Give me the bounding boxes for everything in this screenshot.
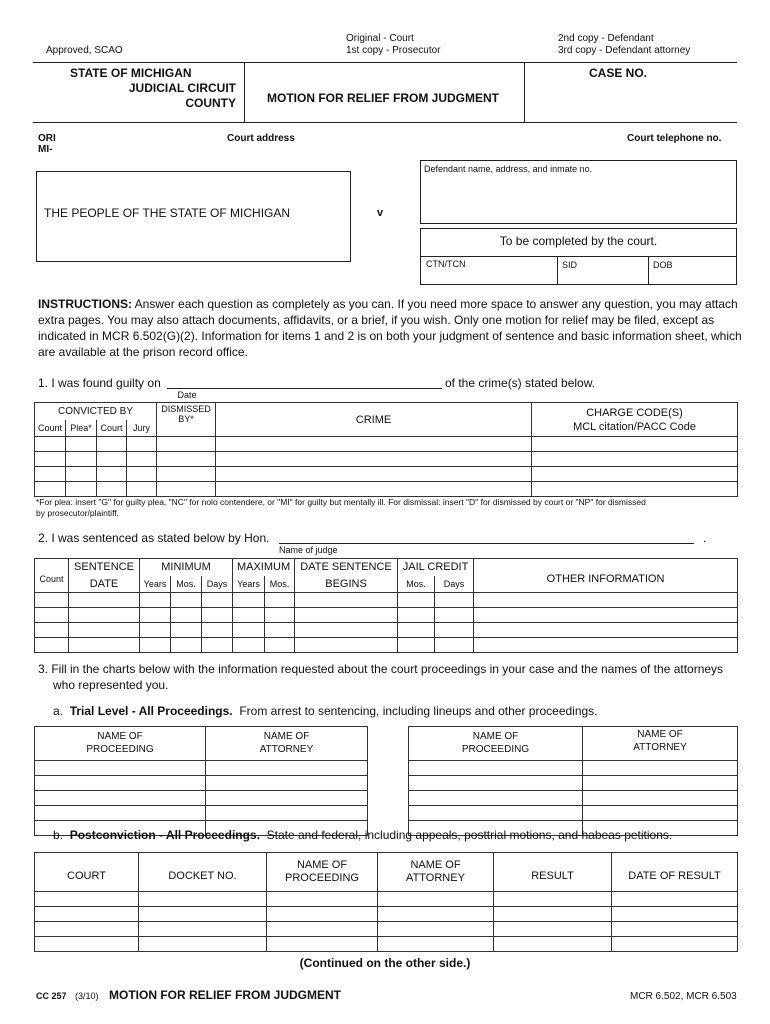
- cell[interactable]: [398, 638, 435, 653]
- guilty-date-line[interactable]: [167, 388, 442, 389]
- cell[interactable]: [583, 791, 738, 806]
- jury-header: Jury: [127, 420, 157, 437]
- cell[interactable]: [378, 892, 494, 907]
- court-cell[interactable]: [97, 482, 127, 497]
- item1-suffix: of the crime(s) stated below.: [445, 376, 596, 390]
- cell[interactable]: [140, 638, 171, 653]
- cell[interactable]: [612, 937, 738, 952]
- instructions-line-4: are available at the prison record office.: [38, 345, 248, 359]
- cell[interactable]: [583, 776, 738, 791]
- cell[interactable]: [233, 593, 265, 608]
- cell[interactable]: [378, 907, 494, 922]
- cell[interactable]: [267, 907, 378, 922]
- cell[interactable]: [35, 937, 139, 952]
- county: COUNTY: [185, 96, 236, 110]
- cell[interactable]: [69, 608, 140, 623]
- cell[interactable]: [35, 638, 69, 653]
- cell[interactable]: [265, 593, 295, 608]
- sentence-count-header: Count: [35, 559, 69, 593]
- trial-left-attorney-header: [206, 727, 368, 761]
- charge-code-cell[interactable]: [532, 467, 738, 482]
- sentence-row[interactable]: [35, 593, 738, 608]
- name-of-label: NAME OF: [637, 729, 683, 740]
- ctn-sid-divider: [557, 256, 558, 285]
- cell[interactable]: [206, 791, 368, 806]
- court-use-label: To be completed by the court.: [499, 234, 658, 248]
- cell[interactable]: [398, 623, 435, 638]
- trial-left-row[interactable]: [35, 791, 368, 806]
- sentence-row[interactable]: [35, 638, 738, 653]
- header-top-rule: [33, 62, 737, 63]
- cell[interactable]: [612, 892, 738, 907]
- cell[interactable]: [202, 608, 233, 623]
- sentence-header-row-1: [35, 559, 738, 576]
- copy-original: Original - Court: [346, 33, 414, 44]
- docket-header: DOCKET NO.: [139, 853, 267, 892]
- cell[interactable]: [435, 608, 474, 623]
- cell[interactable]: [69, 623, 140, 638]
- copy-third: 3rd copy - Defendant attorney: [558, 45, 691, 56]
- cell[interactable]: [171, 638, 202, 653]
- date-of-result-header: DATE OF RESULT: [612, 853, 738, 892]
- court-address-label: Court address: [227, 133, 295, 144]
- cell[interactable]: [139, 937, 267, 952]
- attorney-label: ATTORNEY: [633, 742, 687, 753]
- plea-cell[interactable]: [66, 437, 97, 452]
- trial-level-bold: Trial Level - All Proceedings.: [69, 704, 233, 718]
- name-of-label: NAME OF: [263, 731, 310, 742]
- count-cell[interactable]: [35, 482, 66, 497]
- count-cell[interactable]: [35, 437, 66, 452]
- dismissed-cell[interactable]: [157, 482, 216, 497]
- jury-cell[interactable]: [127, 437, 157, 452]
- crimes-table: [34, 402, 738, 497]
- cell[interactable]: [409, 806, 583, 821]
- trial-level-text: From arrest to sentencing, including lineups and other proceedings.: [239, 704, 598, 718]
- postconviction-bold: Postconviction - All Proceedings.: [69, 828, 260, 842]
- header-divider-left: [244, 62, 245, 122]
- cell[interactable]: [474, 608, 738, 623]
- cell[interactable]: [171, 593, 202, 608]
- dismissed-cell[interactable]: [157, 452, 216, 467]
- postconviction-row[interactable]: [35, 937, 738, 952]
- minimum-header: MINIMUM: [140, 559, 233, 576]
- charge-code-cell[interactable]: [532, 482, 738, 497]
- court-use-divider: [420, 256, 737, 257]
- judicial-circuit: JUDICIAL CIRCUIT: [128, 81, 236, 95]
- sentence-table: [34, 558, 738, 653]
- cell[interactable]: [409, 776, 583, 791]
- cell[interactable]: [206, 761, 368, 776]
- trial-left-row[interactable]: [35, 806, 368, 821]
- cell[interactable]: [171, 623, 202, 638]
- cell[interactable]: [206, 806, 368, 821]
- court-telephone-label: Court telephone no.: [627, 133, 722, 144]
- cell[interactable]: [171, 608, 202, 623]
- trial-left-row[interactable]: [35, 761, 368, 776]
- attorney-header: [378, 853, 494, 892]
- jail-days-header: Days: [435, 576, 474, 593]
- cell[interactable]: [35, 776, 206, 791]
- continued-note: (Continued on the other side.): [299, 956, 471, 970]
- cell[interactable]: [378, 937, 494, 952]
- cell[interactable]: [265, 608, 295, 623]
- cell[interactable]: [435, 593, 474, 608]
- instructions-line-1: [38, 297, 738, 311]
- cell[interactable]: [398, 593, 435, 608]
- cell[interactable]: [378, 922, 494, 937]
- court-header: COURT: [35, 853, 139, 892]
- cell[interactable]: [35, 623, 69, 638]
- form-number: CC 257: [36, 991, 67, 1001]
- item3-line-2: who represented you.: [53, 678, 169, 692]
- dob-label: DOB: [653, 260, 673, 270]
- cell[interactable]: [35, 593, 69, 608]
- crimes-header-row-1: [35, 403, 738, 420]
- cell[interactable]: [295, 623, 398, 638]
- cell[interactable]: [69, 593, 140, 608]
- cell[interactable]: [265, 623, 295, 638]
- trial-right-attorney-header: [583, 727, 738, 761]
- date-caption: Date: [177, 390, 197, 400]
- cell[interactable]: [35, 761, 206, 776]
- charge-code-cell[interactable]: [532, 437, 738, 452]
- judge-caption: Name of judge: [279, 545, 338, 555]
- name-of-label: NAME OF: [410, 859, 461, 871]
- cell[interactable]: [494, 907, 612, 922]
- min-years-header: Years: [140, 576, 171, 593]
- cell[interactable]: [265, 638, 295, 653]
- dismissed-cell[interactable]: [157, 437, 216, 452]
- cell[interactable]: [583, 761, 738, 776]
- cell[interactable]: [612, 922, 738, 937]
- ctn-label: CTN/TCN: [426, 259, 466, 269]
- header-divider-right: [524, 62, 525, 122]
- proceeding-label: PROCEEDING: [86, 744, 154, 755]
- begins-header: BEGINS: [295, 576, 398, 593]
- postconviction-row[interactable]: [35, 907, 738, 922]
- plea-cell[interactable]: [66, 482, 97, 497]
- instructions-text-1: Answer each question as completely as you can. If you need more space to answer any question, you may attach: [134, 297, 738, 311]
- sentence-row[interactable]: [35, 623, 738, 638]
- cell[interactable]: [435, 623, 474, 638]
- crime-row[interactable]: [35, 482, 738, 497]
- trial-right-header-row: [409, 727, 738, 761]
- trial-right-row[interactable]: [409, 791, 738, 806]
- postconviction-text: State and federal, including appeals, posttrial motions, and habeas petitions.: [266, 828, 673, 842]
- approved-scao: Approved, SCAO: [46, 45, 123, 56]
- cell[interactable]: [409, 791, 583, 806]
- defendant-label: Defendant name, address, and inmate no.: [424, 164, 593, 174]
- instructions-line-3: indicated in MCR 6.502(G)(2). Information for items 1 and 2 is on both your judgment of sentence and basic information sheet, which: [38, 329, 742, 343]
- trial-right-row[interactable]: [409, 806, 738, 821]
- sentence-date-header: DATE: [69, 576, 140, 593]
- result-header: RESULT: [494, 853, 612, 892]
- jury-cell[interactable]: [127, 452, 157, 467]
- name-of-label: NAME OF: [296, 859, 348, 871]
- plea-cell[interactable]: [66, 452, 97, 467]
- crime-row[interactable]: [35, 452, 738, 467]
- cell[interactable]: [35, 608, 69, 623]
- plea-header: Plea*: [66, 420, 97, 437]
- mcl-label: MCL citation/PACC Code: [573, 420, 696, 433]
- trial-right-row[interactable]: [409, 776, 738, 791]
- cell[interactable]: [35, 892, 139, 907]
- crime-row[interactable]: [35, 467, 738, 482]
- cell[interactable]: [494, 892, 612, 907]
- cell[interactable]: [140, 608, 171, 623]
- copy-second: 2nd copy - Defendant: [558, 33, 654, 44]
- instructions-line-2: extra pages. You may also attach documents, affidavits, or a brief, if you wish. Only one motion for relief may be filed, except as: [38, 313, 715, 327]
- dismissed-cell[interactable]: [157, 467, 216, 482]
- cell[interactable]: [140, 623, 171, 638]
- form-title: MOTION FOR RELIEF FROM JUDGMENT: [267, 91, 499, 105]
- max-years-header: Years: [233, 576, 265, 593]
- trial-right-proceeding-header: [409, 727, 583, 761]
- crime-cell[interactable]: [216, 467, 532, 482]
- people-label: THE PEOPLE OF THE STATE OF MICHIGAN: [44, 206, 291, 220]
- plea-cell[interactable]: [66, 467, 97, 482]
- postconviction-row[interactable]: [35, 922, 738, 937]
- postconviction-header-row: [35, 853, 738, 892]
- crime-cell[interactable]: [216, 482, 532, 497]
- cell[interactable]: [435, 638, 474, 653]
- cell[interactable]: [233, 638, 265, 653]
- cell[interactable]: [35, 791, 206, 806]
- trial-table-right: [408, 726, 738, 836]
- court-rules: MCR 6.502, MCR 6.503: [630, 991, 737, 1002]
- cell[interactable]: [474, 593, 738, 608]
- item2-period: .: [703, 531, 707, 545]
- trial-left-proceeding-header: [35, 727, 206, 761]
- trial-left-header-row: [35, 727, 368, 761]
- crime-cell[interactable]: [216, 452, 532, 467]
- cell[interactable]: [139, 892, 267, 907]
- item3-line-1: 3. Fill in the charts below with the information requested about the court proceedings in your case and the names of the attorneys: [38, 662, 724, 676]
- court-cell[interactable]: [97, 452, 127, 467]
- crime-row[interactable]: [35, 437, 738, 452]
- plea-footnote-1: *For plea: insert "G" for guilty plea, "NC" for nolo contendere, or "MI" for guilty but mentally ill. For dismissal: insert "D" for dismissed by court or "NP" for dismissed: [36, 497, 646, 507]
- cell[interactable]: [202, 593, 233, 608]
- date-sentence-header: DATE SENTENCE: [295, 559, 398, 576]
- cell[interactable]: [35, 907, 139, 922]
- cell[interactable]: [494, 922, 612, 937]
- min-days-header: Days: [202, 576, 233, 593]
- other-info-header: OTHER INFORMATION: [474, 559, 738, 593]
- cell[interactable]: [474, 638, 738, 653]
- cell[interactable]: [295, 593, 398, 608]
- cell[interactable]: [139, 907, 267, 922]
- jail-mos-header: Mos.: [398, 576, 435, 593]
- cell[interactable]: [583, 806, 738, 821]
- item2-prefix: 2. I was sentenced as stated below by Hon.: [38, 531, 270, 545]
- footer-form-title: MOTION FOR RELIEF FROM JUDGMENT: [109, 988, 341, 1002]
- cell[interactable]: [267, 892, 378, 907]
- name-of-label: NAME OF: [97, 731, 143, 742]
- proceeding-header: [267, 853, 378, 892]
- attorney-label: ATTORNEY: [259, 744, 314, 755]
- mi-label: MI-: [38, 144, 53, 155]
- instructions-heading: INSTRUCTIONS:: [38, 297, 132, 311]
- cell[interactable]: [140, 593, 171, 608]
- trial-table-left: [34, 726, 368, 836]
- ori-label: ORI: [38, 133, 56, 144]
- cell[interactable]: [612, 907, 738, 922]
- cell[interactable]: [494, 937, 612, 952]
- charge-codes-label: CHARGE CODE(S): [586, 406, 683, 419]
- min-mos-header: Mos.: [171, 576, 202, 593]
- cell[interactable]: [139, 922, 267, 937]
- judge-name-line[interactable]: [279, 543, 694, 544]
- case-no-label: CASE NO.: [589, 66, 648, 80]
- item1-prefix: 1. I was found guilty on: [38, 376, 161, 390]
- crime-header: CRIME: [216, 403, 532, 437]
- maximum-header: MAXIMUM: [233, 559, 295, 576]
- state-of-michigan: STATE OF MICHIGAN: [70, 66, 192, 80]
- count-cell[interactable]: [35, 467, 66, 482]
- cell[interactable]: [35, 806, 206, 821]
- postconviction-row[interactable]: [35, 892, 738, 907]
- court-cell[interactable]: [97, 437, 127, 452]
- court-cell[interactable]: [97, 467, 127, 482]
- cell[interactable]: [295, 638, 398, 653]
- cell[interactable]: [69, 638, 140, 653]
- convicted-by-header: CONVICTED BY: [35, 403, 157, 420]
- cell[interactable]: [202, 623, 233, 638]
- sentence-header: SENTENCE: [69, 559, 140, 576]
- versus: v: [377, 207, 384, 219]
- attorney-label: ATTORNEY: [406, 872, 465, 884]
- sentence-row[interactable]: [35, 608, 738, 623]
- charge-codes-header: [532, 403, 738, 437]
- postconviction-table: [34, 852, 738, 952]
- copy-first: 1st copy - Prosecutor: [346, 45, 441, 56]
- cell[interactable]: [206, 776, 368, 791]
- max-mos-header: Mos.: [265, 576, 295, 593]
- crime-cell[interactable]: [216, 437, 532, 452]
- cell[interactable]: [295, 608, 398, 623]
- cell[interactable]: [474, 623, 738, 638]
- proceeding-label: PROCEEDING: [461, 744, 530, 755]
- plea-footnote-2: by prosecutor/plaintiff.: [36, 508, 119, 518]
- cell[interactable]: [267, 937, 378, 952]
- trial-level-heading: [53, 704, 598, 718]
- name-of-label: NAME OF: [472, 731, 519, 742]
- charge-code-cell[interactable]: [532, 452, 738, 467]
- header-bottom-rule: [33, 122, 737, 123]
- cell[interactable]: [267, 922, 378, 937]
- jury-cell[interactable]: [127, 482, 157, 497]
- court-header: Court: [97, 420, 127, 437]
- cell[interactable]: [202, 638, 233, 653]
- form-date: (3/10): [75, 991, 99, 1001]
- cell[interactable]: [35, 922, 139, 937]
- cell[interactable]: [409, 761, 583, 776]
- cell[interactable]: [233, 608, 265, 623]
- count-cell[interactable]: [35, 452, 66, 467]
- postconviction-letter: b.: [53, 828, 64, 842]
- jury-cell[interactable]: [127, 467, 157, 482]
- cell[interactable]: [398, 608, 435, 623]
- trial-left-row[interactable]: [35, 776, 368, 791]
- cell[interactable]: [233, 623, 265, 638]
- sid-dob-divider: [648, 256, 649, 285]
- jail-credit-header: JAIL CREDIT: [398, 559, 474, 576]
- proceeding-label: PROCEEDING: [285, 872, 359, 884]
- count-header: Count: [35, 420, 66, 437]
- sid-label: SID: [562, 260, 578, 270]
- trial-right-row[interactable]: [409, 761, 738, 776]
- postconviction-heading: [53, 828, 672, 842]
- dismissed-by-header: DISMISSED BY*: [157, 403, 216, 437]
- trial-level-letter: a.: [53, 704, 64, 718]
